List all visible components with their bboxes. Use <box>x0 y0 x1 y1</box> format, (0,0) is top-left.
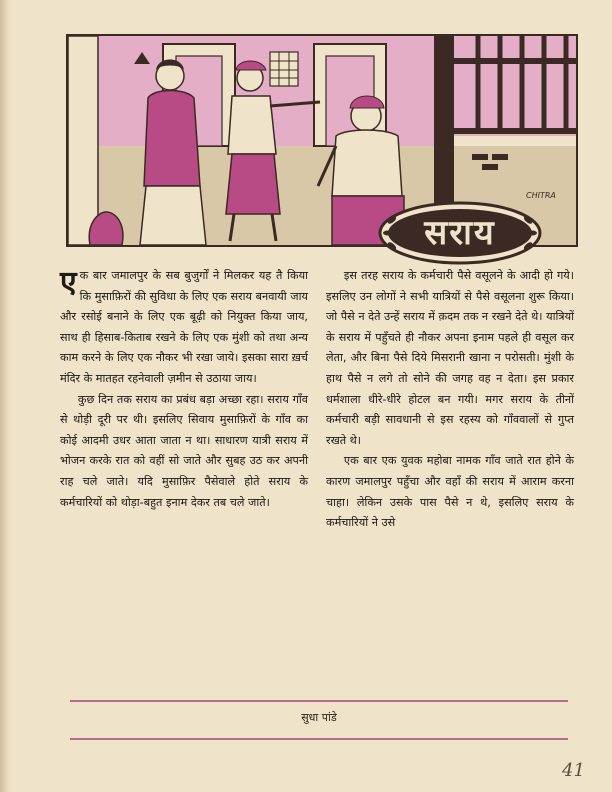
title-badge <box>378 200 542 266</box>
page-edge-shadow <box>0 0 10 792</box>
author-name: सुधा पांडे <box>301 711 337 724</box>
paragraph: कुछ दिन तक सराय का प्रबंध बड़ा अच्छा रहा। सराय गाँव से थोड़ी दूरी पर थी। इसलिए सिवाय मुसाफ़िरों के गाँव का कोई आदमी उधर आता जाता न था। साधारण यात्री सराय में भोजन करके रात को वहीं सो जाते और सुबह उठ कर अपनी राह चले जाते। यदि मुसाफ़िर पैसेवाले होते सराय के कर्मचारियों को थोड़ा-बहुत इनाम देकर तब चले जाते। <box>60 392 308 509</box>
divider-top <box>70 700 568 702</box>
drop-cap: ए <box>60 265 77 300</box>
right-column <box>326 266 574 534</box>
paragraph: एक बार एक युवक महोबा नामक गाँव जाते रात होने के कारण जमालपुर पहुँचा और वहाँ की सराय में आराम करना चाहा। लेकिन उसके पास पैसे न थे, इसलिए सराय के कर्मचारियों ने उसे <box>326 454 574 530</box>
paragraph <box>60 266 308 390</box>
story-title: सराय <box>424 213 496 253</box>
paragraph-text: क बार जमालपुर के सब बुजुर्गों ने मिलकर यह तै किया कि मुसाफ़िरों की सुविधा के लिए एक सराय बनवायी जाय और रसोई बनाने के लिए एक बूढ़ी को नियुक्त किया जाय, साथ ही हिसाब-किताब रखने के लिए एक मुंशी को तथा अन्य काम करने के लिए एक नौकर भी रखा जाये। इसका सारा ख़र्च मंदिर के मातहत रहनेवाली ज़मीन से उठाया जाय। <box>60 269 308 385</box>
paragraph: इस तरह सराय के कर्मचारी पैसे वसूलने के आदी हो गये। इसलिए उन लोगों ने सभी यात्रियों से पैसे वसूलना शुरू किया। जो पैसे न देते उन्हें सराय में क़दम तक न रखने देते थे। यात्रियों के सराय में पहुँचते ही नौकर अपना इनाम पहले ही वसूल कर लेता, और बिना पैसे दिये मिसरानी खाना न परोसती। मुंशी के हाथ पैसे न लगे तो सोने की जगह वह न देता। इस प्रकार धर्मशाला धीरे-धीरे होटल बन गयी। मगर सराय के तीनों कर्मचारी बड़ी सावधानी से इस रहस्य को गाँववालों से गुप्त रखते थे। <box>326 269 574 447</box>
page-number: 41 <box>562 760 585 781</box>
divider-bottom <box>70 738 568 740</box>
left-column <box>60 266 308 513</box>
artist-signature: CHITRA <box>526 191 556 200</box>
